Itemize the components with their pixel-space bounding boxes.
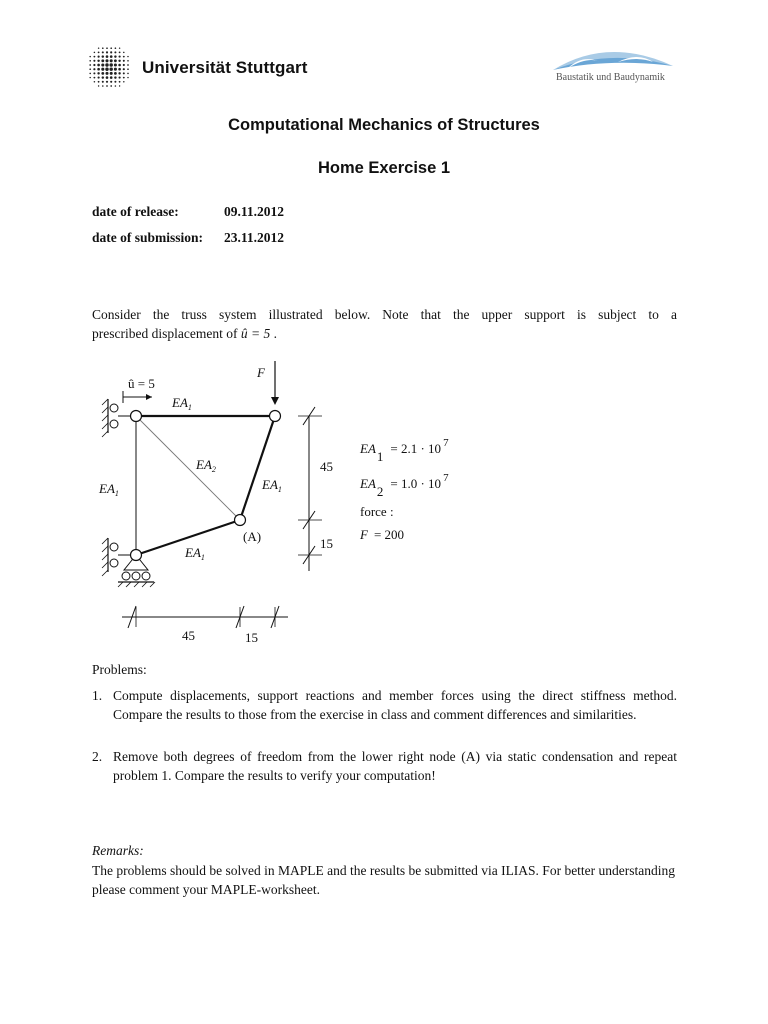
- bottom-member-label: $EA_1$: [185, 545, 205, 562]
- node-top-left: [131, 411, 142, 422]
- intro-suffix: .: [270, 326, 277, 341]
- truss-figure: [0, 355, 500, 655]
- dim-vertical-upper: 45: [320, 459, 333, 474]
- exercise-title: Home Exercise 1: [317, 159, 451, 177]
- course-title: Computational Mechanics of Structures: [228, 116, 540, 134]
- intro-line-1: Consider the truss system illustrated below. Note that the upper support is subject to a: [92, 307, 677, 322]
- node-a-label: (A): [243, 529, 262, 544]
- problem-item-2: [92, 747, 677, 785]
- dim-horizontal-right: 15: [245, 630, 258, 645]
- force-heading: force :: [360, 504, 394, 519]
- release-date-value: 09.11.2012: [224, 204, 285, 219]
- problem-text: Compute displacements, support reactions and member forces using the direct stiffness method. Compare the results to those from the exercise in class and comment differences and similarities.: [113, 688, 677, 722]
- member-right: [240, 416, 275, 520]
- diagonal-member-label: $EA_2$: [196, 457, 216, 474]
- remarks-heading: Remarks:: [92, 843, 144, 858]
- left-member-label: $EA_1$: [99, 481, 119, 498]
- intro-prefix: prescribed displacement of: [92, 326, 241, 341]
- dim-horizontal-left: 45: [182, 628, 195, 643]
- submission-date-value: 23.11.2012: [224, 230, 285, 245]
- intro-line-2: [92, 324, 677, 343]
- university-name: Universität Stuttgart: [142, 58, 308, 77]
- problem-number: 2.: [92, 749, 103, 764]
- problem-item-1: [92, 686, 677, 724]
- ea1-definition: EA1= 2.1 · 10 $^7$: [360, 437, 449, 464]
- department-logo: [548, 40, 678, 72]
- department-name: Baustatik und Baudynamik: [556, 72, 665, 83]
- node-top-right: [270, 411, 281, 422]
- node-a: [235, 515, 246, 526]
- node-bottom-left: [131, 550, 142, 561]
- right-member-label: $EA_1$: [262, 477, 282, 494]
- ea2-definition: EA2= 1.0 · 10 $^7$: [360, 472, 449, 499]
- problem-number: 1.: [92, 688, 103, 703]
- member-diagonal: [136, 416, 240, 520]
- problems-heading: Problems:: [92, 662, 147, 677]
- remarks-text: The problems should be solved in MAPLE and the results be submitted via ILIAS. For better understanding please comment your MAPLE-worksheet.: [92, 863, 676, 897]
- submission-date-label: date of submission:: [92, 230, 204, 245]
- intro-formula: û = 5: [240, 326, 271, 341]
- dim-vertical-lower: 15: [320, 536, 333, 551]
- force-definition: F = 200: [360, 527, 405, 542]
- problem-text: Remove both degrees of freedom from the lower right node (A) via static condensation and repeat problem 1. Compare the results to verify your computation!: [113, 749, 677, 783]
- university-logo: [84, 42, 134, 92]
- release-date-label: date of release:: [92, 204, 179, 219]
- force-label: F: [257, 365, 265, 380]
- top-member-label: $EA_1$: [172, 395, 192, 412]
- u-hat-label: û = 5: [128, 376, 155, 391]
